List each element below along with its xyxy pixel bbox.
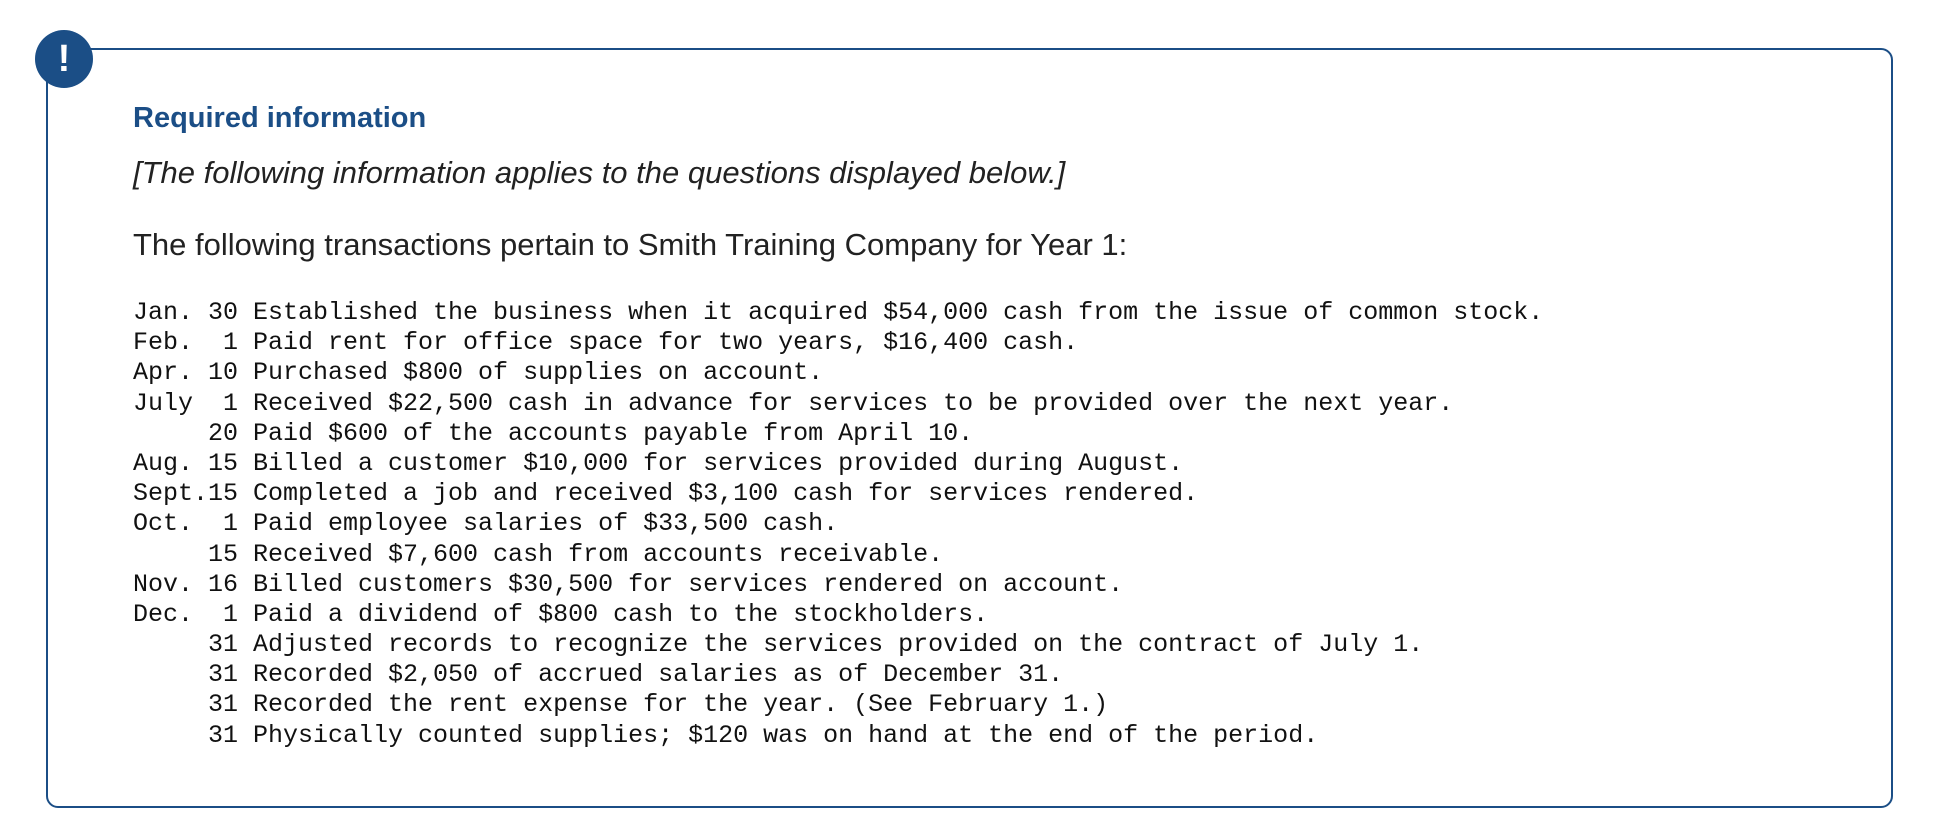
transaction-row: Nov. 16 Billed customers $30,500 for services rendered on account.: [133, 569, 1124, 599]
transaction-row: 15 Received $7,600 cash from accounts receivable.: [133, 539, 944, 569]
transaction-row: 31 Recorded the rent expense for the year. (See February 1.): [133, 690, 1109, 720]
exclamation-icon: !: [35, 30, 93, 88]
transactions-list: [133, 298, 1853, 751]
transaction-row: Apr. 10 Purchased $800 of supplies on account.: [133, 358, 824, 388]
transaction-row: Jan. 30 Established the business when it acquired $54,000 cash from the issue of common stock.: [133, 298, 1544, 327]
transaction-row: 31 Physically counted supplies; $120 was on hand at the end of the period.: [133, 720, 1319, 750]
transaction-row: Oct. 1 Paid employee salaries of $33,500 cash.: [133, 509, 839, 539]
transaction-row: Sept.15 Completed a job and received $3,100 cash for services rendered.: [133, 479, 1199, 509]
transaction-row: Aug. 15 Billed a customer $10,000 for services provided during August.: [133, 448, 1184, 478]
transaction-row: Feb. 1 Paid rent for office space for two years, $16,400 cash.: [133, 328, 1079, 358]
panel-note: [The following information applies to the questions displayed below.]: [133, 155, 1066, 190]
panel-content: [133, 98, 1853, 751]
transaction-row: July 1 Received $22,500 cash in advance for services to be provided over the next year.: [133, 388, 1454, 418]
intro-text: The following transactions pertain to Smith Training Company for Year 1:: [133, 227, 1128, 262]
transaction-row: 20 Paid $600 of the accounts payable from April 10.: [133, 418, 974, 448]
transaction-row: 31 Recorded $2,050 of accrued salaries as of December 31.: [133, 660, 1064, 690]
transaction-row: Dec. 1 Paid a dividend of $800 cash to the stockholders.: [133, 599, 989, 629]
transaction-row: 31 Adjusted records to recognize the services provided on the contract of July 1.: [133, 630, 1424, 660]
panel-heading: Required information: [133, 102, 427, 134]
